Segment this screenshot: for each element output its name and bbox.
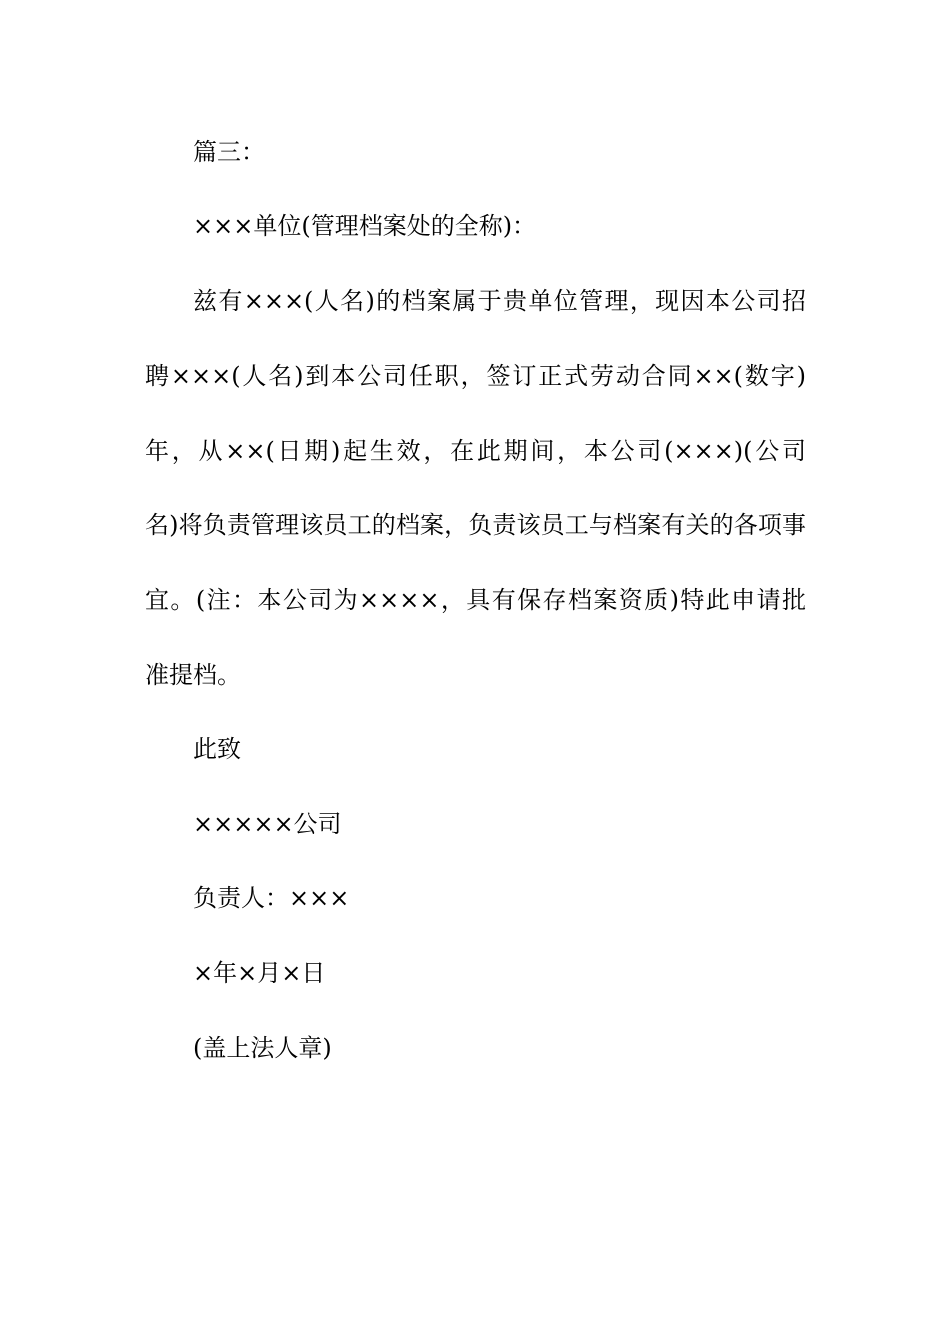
responsible-person: 负责人：××× — [193, 884, 350, 912]
closing-salutation: 此致 — [193, 735, 241, 763]
body-paragraph-line: 宜。(注：本公司为××××，具有保存档案资质)特此申请批 — [145, 586, 806, 614]
section-heading: 篇三： — [193, 138, 265, 166]
seal-note: (盖上法人章) — [193, 1034, 332, 1062]
body-paragraph-line: 名)将负责管理该员工的档案，负责该员工与档案有关的各项事 — [145, 511, 806, 539]
body-paragraph-line: 兹有×××(人名)的档案属于贵单位管理，现因本公司招 — [193, 287, 806, 315]
addressee-line: ×××单位(管理档案处的全称)： — [193, 212, 537, 240]
body-paragraph-line: 聘×××(人名)到本公司任职，签订正式劳动合同××(数字) — [145, 362, 806, 390]
date-line: ×年×月×日 — [193, 959, 326, 987]
body-paragraph-line: 准提档。 — [145, 661, 241, 689]
body-paragraph-line: 年，从××(日期)起生效，在此期间，本公司(×××)(公司 — [145, 437, 806, 465]
company-name: ×××××公司 — [193, 810, 342, 838]
